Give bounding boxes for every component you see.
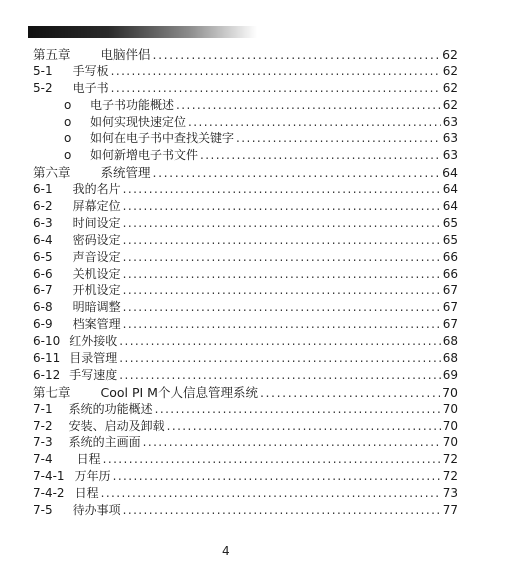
toc-section-entry[interactable]	[33, 298, 458, 315]
toc-entry-number: 7-3	[33, 435, 53, 450]
table-of-contents	[33, 45, 458, 518]
toc-entry-title: Cool PI M个人信息管理系统	[100, 384, 258, 400]
toc-page-number: 62	[442, 47, 458, 62]
toc-chapter-entry[interactable]	[33, 45, 458, 62]
toc-entry-title: 档案管理	[72, 317, 121, 332]
toc-section-entry[interactable]	[33, 79, 458, 96]
toc-leader-dots	[101, 486, 441, 500]
toc-page-number: 64	[442, 199, 458, 214]
toc-section-entry[interactable]	[33, 231, 458, 248]
toc-entry-title: 待办事项	[72, 503, 121, 518]
toc-page-number: 70	[442, 384, 458, 400]
toc-bullet: o	[64, 114, 72, 129]
toc-entry-number: 7-4-2	[33, 486, 65, 501]
toc-entry-title: 手写速度	[69, 367, 118, 382]
toc-leader-dots	[188, 115, 441, 129]
toc-section-entry[interactable]	[33, 281, 458, 298]
toc-entry-number: 6-6	[33, 266, 53, 281]
toc-page-number: 63	[442, 131, 458, 146]
toc-entry-number: 7-4	[33, 452, 53, 467]
toc-leader-dots	[155, 402, 441, 416]
toc-entry-number: 6-11	[33, 351, 61, 366]
toc-entry-number: 6-7	[33, 283, 53, 298]
toc-entry-title: 开机设定	[72, 283, 121, 298]
toc-page-number: 72	[442, 452, 458, 467]
toc-entry-title: 电脑伴侣	[100, 47, 151, 62]
toc-entry-number: 7-2	[33, 418, 53, 433]
toc-page-number: 70	[442, 401, 458, 416]
toc-section-entry[interactable]	[33, 484, 458, 501]
toc-page-number: 63	[442, 114, 458, 129]
toc-entry-title: 万年历	[74, 469, 111, 484]
toc-section-entry[interactable]	[33, 265, 458, 282]
toc-leader-dots	[123, 216, 441, 230]
toc-leader-dots	[123, 182, 441, 196]
toc-section-entry[interactable]	[33, 62, 458, 79]
toc-chapter-entry[interactable]	[33, 163, 458, 180]
toc-leader-dots	[113, 469, 441, 483]
toc-page-number: 70	[442, 435, 458, 450]
toc-section-entry[interactable]	[33, 332, 458, 349]
toc-subentry[interactable]	[33, 96, 458, 113]
toc-page-number: 68	[442, 334, 458, 349]
toc-page-number: 69	[442, 367, 458, 382]
toc-subentry[interactable]	[33, 146, 458, 163]
toc-entry-title: 手写板	[72, 63, 109, 78]
toc-entry-title: 如何实现快速定位	[90, 114, 187, 129]
toc-entry-number: 第七章	[33, 384, 71, 400]
toc-leader-dots	[123, 300, 441, 314]
toc-leader-dots	[153, 47, 441, 62]
toc-entry-title: 关机设定	[72, 266, 121, 281]
toc-section-entry[interactable]	[33, 417, 458, 434]
toc-leader-dots	[119, 351, 440, 365]
toc-entry-number: 6-2	[33, 199, 53, 214]
toc-entry-title: 日程	[74, 486, 99, 501]
toc-page-number: 68	[442, 351, 458, 366]
toc-entry-title: 红外接收	[69, 334, 118, 349]
toc-entry-number: 6-1	[33, 182, 53, 197]
toc-entry-number: 6-10	[33, 334, 61, 349]
toc-leader-dots	[176, 98, 441, 112]
toc-section-entry[interactable]	[33, 180, 458, 197]
toc-page-number: 62	[442, 63, 458, 78]
toc-entry-title: 系统的功能概述	[68, 401, 153, 416]
toc-entry-title: 明暗调整	[72, 300, 121, 315]
toc-subentry[interactable]	[33, 129, 458, 146]
toc-leader-dots	[119, 334, 440, 348]
toc-entry-number: 6-5	[33, 249, 53, 264]
toc-page-number: 66	[442, 266, 458, 281]
toc-bullet: o	[64, 148, 72, 163]
toc-entry-title: 密码设定	[72, 232, 121, 247]
toc-page-number: 72	[442, 469, 458, 484]
toc-entry-number: 6-8	[33, 300, 53, 315]
toc-entry-number: 5-2	[33, 80, 53, 95]
toc-leader-dots	[123, 283, 441, 297]
toc-entry-title: 电子书	[72, 80, 109, 95]
header-gradient-bar	[28, 26, 257, 38]
toc-entry-number: 5-1	[33, 63, 53, 78]
toc-entry-title: 屏幕定位	[72, 199, 121, 214]
toc-section-entry[interactable]	[33, 349, 458, 366]
toc-bullet: o	[64, 131, 72, 146]
toc-page-number: 66	[442, 249, 458, 264]
toc-section-entry[interactable]	[33, 366, 458, 383]
toc-page-number: 67	[442, 283, 458, 298]
toc-entry-number: 6-9	[33, 317, 53, 332]
toc-entry-title: 日程	[76, 452, 101, 467]
toc-page-number: 64	[442, 165, 458, 181]
toc-subentry[interactable]	[33, 113, 458, 130]
toc-entry-number: 7-1	[33, 401, 53, 416]
toc-section-entry[interactable]	[33, 433, 458, 450]
toc-entry-title: 系统的主画面	[68, 435, 141, 450]
toc-page-number: 67	[442, 317, 458, 332]
toc-page-number: 67	[442, 300, 458, 315]
toc-section-entry[interactable]	[33, 400, 458, 417]
toc-entry-title: 声音设定	[72, 249, 121, 264]
toc-entry-number: 6-12	[33, 367, 61, 382]
toc-leader-dots	[103, 452, 441, 466]
toc-page-number: 77	[442, 503, 458, 518]
toc-entry-number: 第六章	[33, 165, 71, 181]
toc-page-number: 73	[442, 486, 458, 501]
toc-leader-dots	[111, 81, 441, 95]
toc-section-entry[interactable]	[33, 197, 458, 214]
toc-leader-dots	[123, 199, 441, 213]
toc-leader-dots	[123, 317, 441, 331]
toc-page-number: 62	[442, 80, 458, 95]
toc-section-entry[interactable]	[33, 467, 458, 484]
toc-leader-dots	[153, 165, 441, 180]
toc-entry-number: 第五章	[33, 47, 71, 62]
toc-leader-dots	[236, 131, 441, 145]
toc-leader-dots	[111, 64, 441, 78]
toc-leader-dots	[123, 250, 441, 264]
toc-page-number: 63	[442, 148, 458, 163]
toc-leader-dots	[260, 385, 440, 400]
toc-leader-dots	[123, 503, 441, 517]
toc-entry-title: 我的名片	[72, 182, 121, 197]
toc-entry-title: 时间设定	[72, 215, 121, 230]
toc-page-number: 70	[442, 418, 458, 433]
page-number: 4	[222, 544, 230, 558]
toc-entry-title: 系统管理	[100, 165, 151, 181]
toc-leader-dots	[123, 267, 441, 281]
toc-entry-number: 6-3	[33, 215, 53, 230]
toc-page-number: 65	[442, 232, 458, 247]
toc-entry-title: 安装、启动及卸载	[68, 418, 165, 433]
toc-entry-number: 7-5	[33, 503, 53, 518]
toc-section-entry[interactable]	[33, 450, 458, 467]
toc-page-number: 64	[442, 182, 458, 197]
toc-section-entry[interactable]	[33, 501, 458, 518]
toc-section-entry[interactable]	[33, 214, 458, 231]
toc-entry-title: 如何新增电子书文件	[90, 148, 199, 163]
toc-leader-dots	[119, 368, 440, 382]
toc-section-entry[interactable]	[33, 248, 458, 265]
toc-entry-title: 目录管理	[69, 351, 118, 366]
toc-entry-number: 6-4	[33, 232, 53, 247]
toc-chapter-entry[interactable]	[33, 383, 458, 400]
toc-leader-dots	[123, 233, 441, 247]
toc-section-entry[interactable]	[33, 315, 458, 332]
toc-leader-dots	[200, 148, 441, 162]
toc-leader-dots	[143, 435, 441, 449]
toc-page-number: 62	[442, 97, 458, 112]
toc-page-number: 65	[442, 215, 458, 230]
toc-bullet: o	[64, 97, 72, 112]
toc-entry-title: 电子书功能概述	[90, 97, 175, 112]
toc-entry-title: 如何在电子书中查找关键字	[90, 131, 235, 146]
toc-entry-number: 7-4-1	[33, 469, 65, 484]
toc-leader-dots	[167, 419, 441, 433]
